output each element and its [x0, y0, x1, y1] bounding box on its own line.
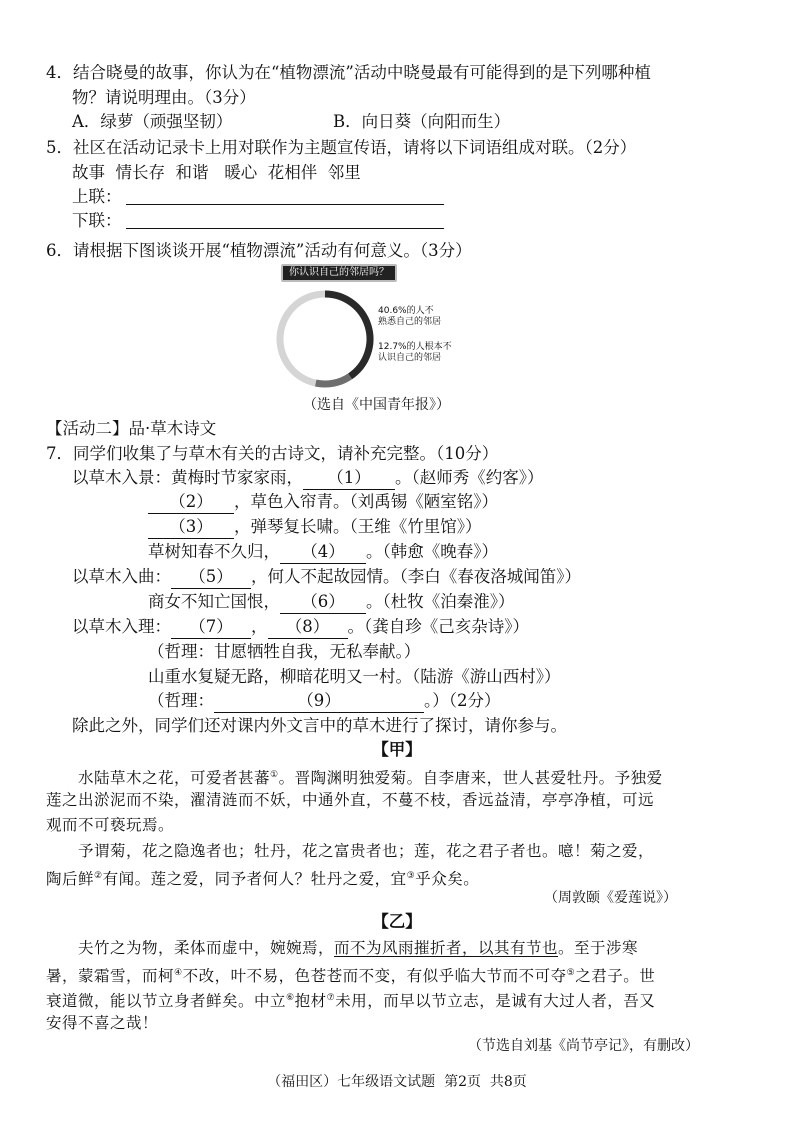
blank-5[interactable]: （5）	[171, 566, 251, 589]
jia-text-5a: 陶后鲜	[46, 870, 95, 889]
footnote-mark: ⑥	[286, 993, 295, 1003]
q5-upper-answer-line[interactable]	[126, 204, 444, 205]
footnote-mark: ⑤	[566, 968, 576, 978]
q5-word-list: 故事 情长存 和谐 暖心 花相伴 邻里	[72, 163, 361, 182]
q7-row-5-label: 以草木入曲：	[72, 567, 171, 586]
chart-note-2-line1: 12.7%的人根本不	[378, 342, 452, 352]
q7-row-6-text: 商女不知亡国恨，	[148, 592, 280, 611]
footnote-mark: ①	[270, 770, 279, 780]
slice-unknown	[316, 376, 350, 384]
q5-lower-answer-line[interactable]	[126, 228, 444, 229]
q5-lower-label: 下联：	[72, 211, 122, 230]
chart-title: 你认识自己的邻居吗？	[281, 264, 397, 282]
ring-chart	[270, 284, 380, 394]
q7-row-3	[148, 516, 482, 539]
q7-row-7	[72, 616, 529, 639]
q7-philosophy-2	[148, 690, 501, 713]
blank-2[interactable]: （2）	[148, 491, 234, 514]
q7-row-4-text: 草树知春不久归，	[148, 542, 280, 561]
blank-3[interactable]: （3）	[148, 516, 234, 539]
yi-text-1b: 。至于涉寒	[558, 939, 639, 957]
blank-1[interactable]: （1）	[303, 467, 395, 490]
jia-line-5	[46, 865, 479, 890]
q7-row-4-source: 。（韩愈《晚春》）	[366, 542, 498, 561]
slice-unfamiliar	[325, 294, 370, 376]
q7-row-4	[148, 541, 498, 564]
yi-text-2c: 之君子。世	[575, 967, 656, 986]
yi-line-2	[46, 962, 655, 987]
q4-option-a: A．绿萝（顽强坚韧）	[72, 112, 233, 131]
q7-row-1-text: 以草木入景：黄梅时节家家雨，	[72, 468, 303, 487]
q7-row-9: 山重水复疑无路，柳暗花明又一村。（陆游《游山西村》）	[148, 667, 561, 686]
jia-source: （周敦颐《爱莲说》）	[544, 890, 677, 906]
yi-underlined-sentence: 而不为风雨摧折者，以其有节也	[334, 939, 559, 957]
jia-line-3: 观而不可亵玩焉。	[46, 816, 175, 834]
yi-text-2b: 不改，叶不易，色苍苍而不变，有似乎临大节而不可夺	[182, 967, 567, 986]
yi-text-3a: 衰道微，能以节立身者鲜矣。中立	[46, 992, 287, 1011]
yi-text-3c: 未用，而早以节立志，是诚有大过人者，吾又	[335, 992, 656, 1011]
yi-source: （节选自刘基《尚节亭记》，有删改）	[468, 1038, 699, 1054]
q7-philosophy-2-label: （哲理：	[148, 691, 214, 710]
jia-line-4: 予谓菊，花之隐逸者也；牡丹，花之富贵者也；莲，花之君子者也。噫！菊之爱，	[78, 842, 655, 860]
chart-note-1-line1: 40.6%的人不	[378, 306, 434, 316]
q7-transition: 除此之外，同学们还对课内外文言中的草木进行了探讨，请你参与。	[72, 716, 567, 735]
q5-upper-label: 上联：	[72, 187, 122, 206]
blank-4[interactable]: （4）	[280, 541, 366, 564]
q7-row-5-text: ，何人不起故园情。（李白《春夜洛城闻笛》）	[251, 567, 581, 586]
footnote-mark: ⑦	[326, 993, 336, 1003]
chart-source: （选自《中国青年报》）	[303, 397, 450, 413]
yi-text-1a: 夫竹之为物，柔体而虚中，婉婉焉，	[78, 939, 335, 957]
q7-row-2-text: ，草色入帘青。（刘禹锡《陋室铭》）	[234, 492, 498, 511]
jia-line-2: 莲之出淤泥而不染，濯清涟而不妖，中通外直，不蔓不枝，香远益清，亭亭净植，可远	[46, 791, 655, 809]
footnote-mark: ④	[174, 968, 183, 978]
yi-line-3	[46, 987, 655, 1012]
footnote-mark: ③	[406, 871, 416, 881]
q7-row-7-label: 以草木入理：	[72, 617, 171, 636]
jia-line-1	[78, 764, 663, 789]
blank-8[interactable]: （8）	[268, 616, 348, 639]
q7-row-2	[148, 491, 498, 514]
blank-9[interactable]: （9）	[214, 690, 424, 713]
q5-stem: 5．社区在活动记录卡上用对联作为主题宣传语，请将以下词语组成对联。（2分）	[46, 138, 637, 157]
chart-note-1	[378, 306, 441, 328]
page-footer: （福田区）七年级语文试题 第2页 共8页	[267, 1074, 527, 1090]
yi-text-3b: 抱材	[294, 992, 327, 1011]
q7-stem: 7．同学们收集了与草木有关的古诗文，请补充完整。（10分）	[46, 444, 499, 463]
jia-text-1a: 水陆草木之花，可爱者甚蕃	[78, 769, 271, 788]
jia-text-5c: 乎众矣。	[415, 870, 480, 889]
q7-row-1-source: 。（赵师秀《约客》）	[395, 468, 544, 487]
chart-note-2-line2: 认识自己的邻居	[378, 353, 442, 363]
q7-philosophy-2-score: 。）（2分）	[424, 691, 501, 710]
yi-line-1	[78, 937, 638, 959]
q7-row-6	[148, 591, 515, 614]
chart-note-1-line2: 熟悉自己的邻居	[378, 317, 442, 327]
blank-7[interactable]: （7）	[171, 616, 251, 639]
chart-note-2	[378, 342, 452, 364]
q4-stem-line1: 4．结合晓曼的故事，你认为在“植物漂流”活动中晓曼最有可能得到的是下列哪种植	[46, 63, 651, 82]
activity-two-heading: 【活动二】品·草木诗文	[46, 419, 217, 438]
footnote-mark: ②	[94, 871, 103, 881]
q7-row-6-source: 。（杜牧《泊秦淮》）	[366, 592, 515, 611]
q4-option-b: B．向日葵（向阳而生）	[333, 112, 511, 131]
q7-row-5	[72, 566, 581, 589]
yi-text-2a: 暑，蒙霜雪，而柯	[46, 967, 175, 986]
jia-text-1b: 。晋陶渊明独爱菊。自李唐来，世人甚爱牡丹。予独爱	[278, 769, 663, 788]
q7-philosophy-1: （哲理：甘愿牺牲自我，无私奉献。）	[148, 642, 421, 661]
q7-row-3-text: ，弹琴复长啸。（王维《竹里馆》）	[234, 517, 482, 536]
q7-row-7-comma: ，	[251, 617, 268, 636]
q7-row-1	[72, 467, 544, 490]
q4-stem-line2: 物？请说明理由。（3分）	[72, 88, 256, 107]
blank-6[interactable]: （6）	[280, 591, 366, 614]
q7-row-7-source: 。（龚自珍《己亥杂诗》）	[347, 617, 529, 636]
passage-jia-title: 【甲】	[372, 740, 422, 759]
passage-yi-title: 【乙】	[372, 912, 422, 931]
q6-stem: 6．请根据下图谈谈开展“植物漂流”活动有何意义。（3分）	[46, 241, 472, 260]
jia-text-5b: 有闻。莲之爱，同予者何人？牡丹之爱，宜	[102, 870, 407, 889]
yi-line-4: 安得不喜之哉！	[46, 1014, 159, 1032]
